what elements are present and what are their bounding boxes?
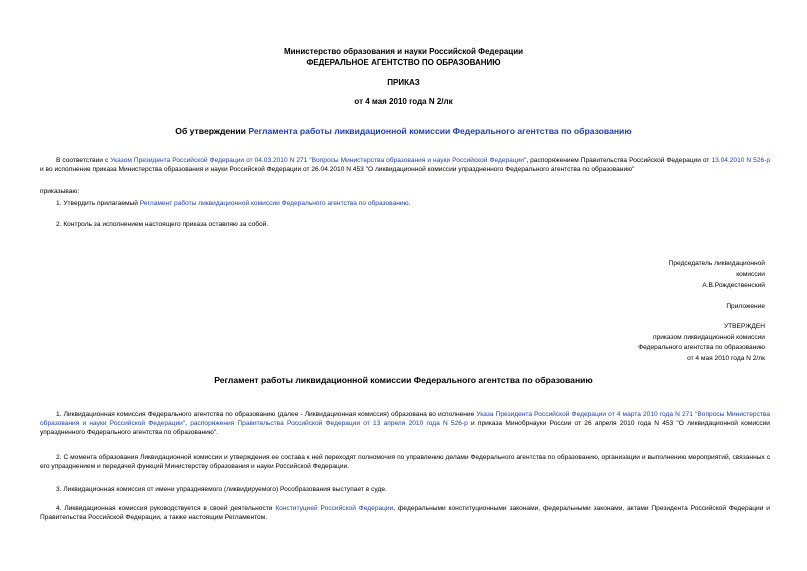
- regulation-paragraph-2: 2. С момента образования Ликвидационной комиссии и утверждения ее состава к ней переходят полномочия по управлению делами Федерального агентства по образованию, организации и выполнению мероприятий, связанных с его упразднением и передачей функций Министерству образования и науки Российской Федерации.: [40, 454, 770, 471]
- order-526-full-link[interactable]: распоряжения Правительства Российской Федерации от 13 апреля 2010 года N 526-р: [190, 420, 468, 428]
- signature-line-2: комиссии: [736, 271, 765, 278]
- reg-p1-text-3: и приказа Минобрнауки России от 26 апреля 2010 года N 453 "О ликвидационной комиссии упраздненного Федерального агентства по образованию".: [40, 420, 770, 437]
- title-prefix: Об утверждении: [175, 126, 249, 136]
- approved-line-2: Федерального агентства по образованию: [638, 344, 765, 351]
- signature-name: А.В.Рождественский: [702, 282, 765, 289]
- appendix-label: Приложение: [726, 303, 765, 310]
- agency-name: ФЕДЕРАЛЬНОЕ АГЕНТСТВО ПО ОБРАЗОВАНИЮ: [306, 58, 501, 67]
- regulation-title: Регламент работы ликвидационной комиссии Федерального агентства по образованию: [214, 375, 593, 385]
- regulation-paragraph-1: [40, 410, 770, 438]
- preamble-text-3: и во исполнение приказа Министерства образования и науки Российской Федерации от 26.04.2010 N 453 "О ликвидационной комиссии упраздненного Федерального агентства по образованию": [40, 166, 635, 174]
- title-regulation-link[interactable]: Регламента работы ликвидационной комиссии Федерального агентства по образованию: [248, 126, 632, 136]
- constitution-link[interactable]: Конституцией Российской Федерации: [275, 505, 394, 512]
- document-title: [0, 125, 807, 137]
- regulation-paragraph-4: [40, 504, 770, 522]
- preamble-text-2: , распоряжением Правительства Российской Федерации от: [526, 157, 712, 164]
- order-word: приказываю:: [40, 188, 80, 195]
- item-1: [56, 199, 410, 208]
- approved-label: УТВЕРЖДЕН: [723, 323, 765, 330]
- item-2: 2. Контроль за исполнением настоящего приказа оставляю за собой.: [56, 221, 269, 228]
- approved-line-1: приказом ликвидационной комиссии: [652, 334, 765, 341]
- reg-p4-text-1: 4. Ликвидационная комиссия руководствуется в своей деятельности: [56, 505, 276, 512]
- decree-271-full-link[interactable]: Указа Президента Российской Федерации от 4 марта 2010 года N 271 "Вопросы Министерства образования и науки Российской Федерации": [40, 411, 770, 428]
- regulation-link[interactable]: Регламент работы ликвидационной комиссии Федерального агентства по образованию: [139, 200, 409, 207]
- ministry-name: Министерство образования и науки Российской Федерации: [283, 47, 524, 56]
- preamble-text-1: В соответствии с: [56, 157, 111, 164]
- reg-p4-text-2: , федеральными конституционными законами, федеральными законами, актами Президента Российской Федерации и Правительства Российской Федерации, а также настоящим Регламентом.: [40, 505, 770, 522]
- order-526-link[interactable]: 13.04.2010 N 526-р: [711, 157, 771, 164]
- regulation-paragraph-3: 3. Ликвидационная комиссия от имени упраздняемого (ликвидируемого) Рособразования выступает в суде.: [56, 486, 387, 493]
- reg-p1-text-2: ,: [185, 420, 191, 428]
- reg-p1-text-1: 1. Ликвидационная комиссия Федерального агентства по образованию (далее - Ликвидационная комиссия) образована во исполнение: [56, 411, 477, 418]
- preamble: [40, 156, 770, 174]
- item-1-prefix: 1. Утвердить прилагаемый: [56, 200, 140, 207]
- approved-line-3: от 4 мая 2010 года N 2/лк: [687, 355, 765, 362]
- decree-271-link[interactable]: Указом Президента Российской Федерации от 04.03.2010 N 271 "Вопросы Министерства образования и науки Российской Федерации": [110, 157, 527, 164]
- document-type: ПРИКАЗ: [387, 78, 420, 87]
- item-1-suffix: .: [408, 200, 411, 207]
- signature-line-1: Председатель ликвидационной: [668, 260, 765, 267]
- document-date: от 4 мая 2010 года N 2/лк: [354, 97, 453, 106]
